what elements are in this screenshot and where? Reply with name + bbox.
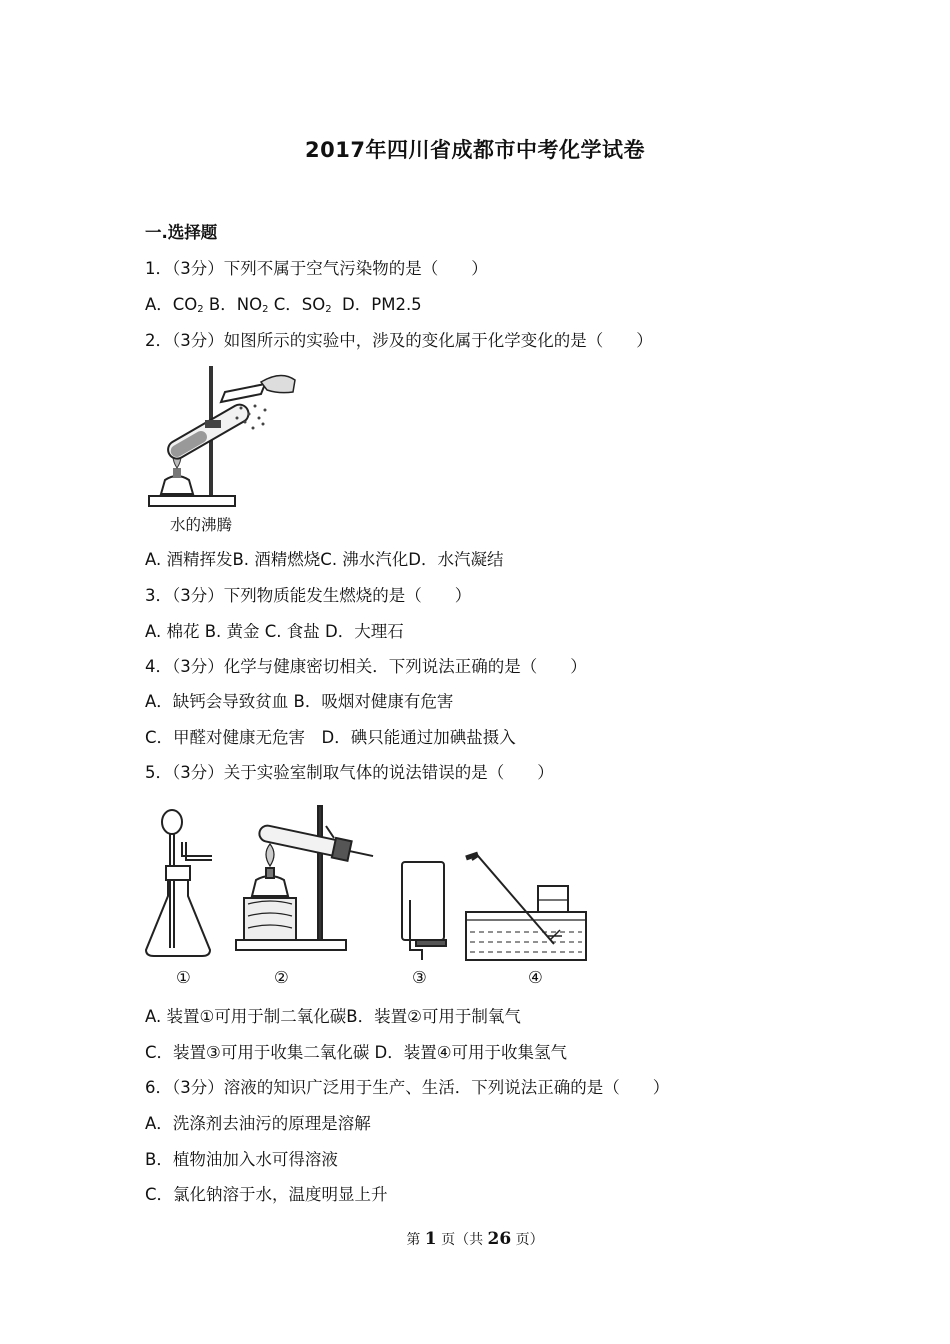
question-4-options-cd: C．甲醛对健康无危害 D．碘只能通过加碘盐摄入 [145,728,516,747]
q1-option-d: D．PM2.5 [331,295,422,314]
section-heading: 一.选择题 [145,223,218,242]
figure-caption: 水的沸腾 [170,516,233,534]
question-3-stem: 3．（3分）下列物质能发生燃烧的是（ ） [145,586,472,605]
q1-option-c: C．SO [268,295,326,314]
stand-base [149,496,235,506]
question-6-stem: 6．（3分）溶液的知识广泛用于生产、生活．下列说法正确的是（ ） [145,1078,670,1097]
question-1-options [145,293,422,322]
footer-page-number: 1 [424,1229,437,1249]
q1-option-a-sub: 2 [197,304,204,315]
footer-suffix: 页） [511,1232,544,1248]
question-6-option-a: A．洗涤剂去油污的原理是溶解 [145,1114,371,1133]
question-2-stem: 2．（3分）如图所示的实验中，涉及的变化属于化学变化的是（ ） [145,331,653,350]
hand-icon [261,375,295,392]
question-5-options-ab: A. 装置①可用于制二氧化碳B．装置②可用于制氧气 [145,1007,521,1026]
apparatus-2-heating [236,806,375,950]
apparatus-label-3: ③ [412,968,427,987]
page-footer [0,1229,950,1249]
q1-option-b: B．NO [203,295,263,314]
apparatus-label-4: ④ [528,968,543,987]
lamp-wick [173,468,181,478]
question-4-stem: 4．（3分）化学与健康密切相关．下列说法正确的是（ ） [145,657,587,676]
footer-total-pages: 26 [487,1229,512,1249]
apparatus-4-water-trough [466,854,586,960]
apparatus-label-2: ② [274,968,289,987]
alcohol-lamp [161,476,193,494]
apparatus-3-collection [402,862,446,960]
page-title: 2017年四川省成都市中考化学试卷 [305,138,645,162]
test-tube [165,401,252,462]
question-5-stem: 5．（3分）关于实验室制取气体的说法错误的是（ ） [145,763,554,782]
question-6-option-c: C．氯化钠溶于水，温度明显上升 [145,1185,388,1204]
apparatus-1-flask [146,810,212,956]
question-2-options: A. 酒精挥发B. 酒精燃烧C. 沸水汽化D．水汽凝结 [145,550,504,569]
question-6-option-b: B．植物油加入水可得溶液 [145,1150,338,1169]
q1-option-b-sub: 2 [262,304,269,315]
gas-apparatus-figure [140,800,590,992]
glass-plate [221,384,265,402]
boiling-water-figure [145,362,305,512]
footer-middle: 页（共 [436,1232,488,1248]
question-1-stem: 1．（3分）下列不属于空气污染物的是（ ） [145,259,488,278]
footer-prefix: 第 [406,1232,425,1248]
q1-option-c-sub: 2 [325,304,332,315]
clamp [205,420,221,428]
question-4-options-ab: A．缺钙会导致贫血 B．吸烟对健康有危害 [145,692,454,711]
question-3-options: A. 棉花 B. 黄金 C. 食盐 D．大理石 [145,622,404,641]
apparatus-label-1: ① [176,968,191,987]
question-5-options-cd: C．装置③可用于收集二氧化碳 D．装置④可用于收集氢气 [145,1043,568,1062]
q1-option-a: A．CO [145,295,198,314]
